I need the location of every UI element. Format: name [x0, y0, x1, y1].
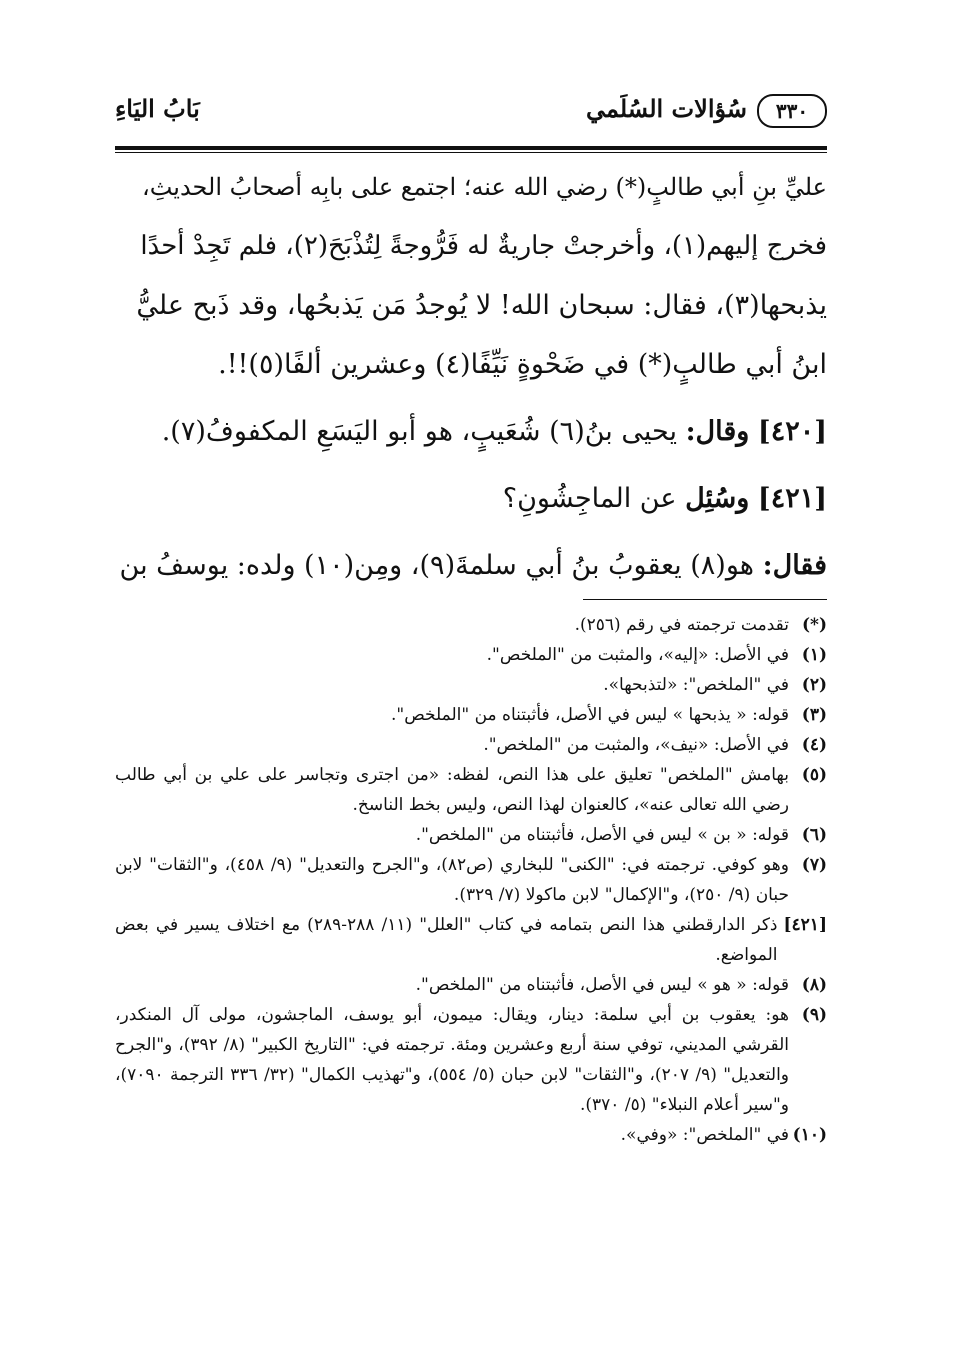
- answer-keyword: فقال:: [762, 550, 827, 581]
- entry-keyword: وقال:: [685, 416, 750, 447]
- footnote: [115, 820, 827, 850]
- footnote: [115, 970, 827, 1000]
- text-line: عليِّ بنِ أبي طالبٍ(*) رضي الله عنه؛ اجتمع على بابِه أصحابُ الحديثِ،: [141, 173, 827, 201]
- footnote-text: في "الملخص": «وفي».: [620, 1125, 789, 1145]
- page-header: [115, 88, 827, 132]
- entry-text: عن الماجِشُونِ؟: [502, 483, 677, 514]
- footnotes: [115, 610, 827, 1150]
- footnote: [115, 1000, 827, 1120]
- page-number: ٣٣٠: [757, 94, 827, 128]
- footnote-separator: [583, 599, 827, 600]
- footnote-mark: (١): [801, 645, 827, 665]
- footnote-text: هو: يعقوب بن أبي سلمة: دينار، ويقال: ميمون، أبو يوسف، الماجشون، مولى آل المنكدر، القرشي المديني، توفي سنة أربع وعشرين ومئة. ترجمته في: "التاريخ الكبير" (٨/ ٣٩٢)، و"الجرح والتعديل" (٩/ ٢٠٧)، و"الثقات" لابن حبان (٥/ ٥٥٤)، و"تهذيب الكمال" (٣٢/ ٣٣٦ الترجمة ٧٠٩٠)، و"سير أعلام النبلاء" (٥/ ٣٧٠).: [115, 1005, 790, 1115]
- entry-420: [115, 402, 827, 461]
- entry-421: [115, 469, 827, 528]
- footnote: [115, 760, 827, 820]
- text-line: ابنُ أبي طالبٍ(*) في ضَحْوةٍ نَيِّفًا(٤) وعشرين ألفًا(٥)!!.: [218, 349, 827, 380]
- footnote: [115, 700, 827, 730]
- entry-number: [٤٢١]: [757, 483, 827, 514]
- answer-line: [115, 536, 827, 595]
- entry-keyword: وسُئِل: [685, 483, 750, 514]
- footnote: [115, 670, 827, 700]
- footnote-text: وهو كوفي. ترجمته في: "الكنى" للبخاري (ص٨٢)، و"الجرح والتعديل" (٩/ ٤٥٨)، و"الثقات" لابن حبان (٩/ ٢٥٠)، و"الإكمال" لابن ماكولا (٧/ ٣٢٩).: [115, 855, 789, 905]
- footnote-text: في "الملخص": «لتذبحها».: [603, 675, 789, 695]
- entry-number: [٤٢٠]: [757, 416, 827, 447]
- footnote-mark: [٤٢١]: [783, 915, 827, 935]
- footnote: [115, 610, 827, 640]
- entry-text: يحيى بنُ(٦) شُعَيبٍ، هو أبو اليَسَعِ المكفوفُ(٧).: [161, 416, 677, 447]
- footnote-text: قوله: « بن » ليس في الأصل، فأثبتناه من "الملخص".: [415, 825, 789, 845]
- footnote-mark: (٨): [801, 975, 827, 995]
- footnote-text: قوله: « هو » ليس في الأصل، فأثبتناه من "الملخص".: [415, 975, 789, 995]
- footnote-text: بهامش "الملخص" تعليق على هذا النص، لفظه: «من اجترى وتجاسر على علي بن أبي طالب رضي الله تعالى عنه»، كالعنوان لهذا النص، وليس بخط الناسخ.: [115, 765, 789, 815]
- chapter-title: بَابُ اليَاءِ: [115, 94, 200, 123]
- footnote-text: في الأصل: «إليه»، والمثبت من "الملخص".: [486, 645, 789, 665]
- footnote-mark: (٤): [801, 735, 827, 755]
- footnote: [115, 730, 827, 760]
- footnote-text: قوله: « يذبحها » ليس في الأصل، فأثبتناه من "الملخص".: [391, 705, 789, 725]
- footnote-mark: (٢): [801, 675, 827, 695]
- footnote-text: تقدمت ترجمته في رقم (٢٥٦).: [574, 615, 789, 635]
- answer-text: هو(٨) يعقوبُ بنُ أبي سلمةَ(٩)، ومِن(١٠) ولده: يوسفُ بن: [119, 550, 755, 581]
- text-line: فخرج إليهم(١)، وأخرجتْ جاريةٌ له فَرُّوجةً لِتُذْبَحَ(٢)، فلم تَجِدْ أحدًا: [140, 231, 827, 261]
- footnote-text: ذكر الدارقطني هذا النص بتمامه في كتاب "العلل" (١١/ ٢٨٨-٢٨٩) مع اختلاف يسير في بعض المواضع.: [115, 915, 778, 965]
- footnote-mark: (٧): [801, 855, 827, 875]
- footnote: [115, 850, 827, 910]
- book-title: سُؤالات السُلَمي: [585, 94, 747, 123]
- footnote: [115, 640, 827, 670]
- footnote-text: في الأصل: «نيف»، والمثبت من "الملخص".: [483, 735, 789, 755]
- footnote-mark: (*): [802, 615, 827, 635]
- header-rule-thin: [115, 152, 827, 153]
- footnote-mark: (١٠): [792, 1125, 827, 1145]
- footnote-mark: (٣): [801, 705, 827, 725]
- footnote-mark: (٩): [801, 1005, 827, 1025]
- header-rule: [115, 146, 827, 150]
- footnote-mark: (٥): [801, 765, 827, 785]
- footnote: [115, 910, 827, 970]
- footnote: [115, 1120, 827, 1150]
- footnote-mark: (٦): [801, 825, 827, 845]
- text-line: يذبحها(٣)، فقال: سبحان الله! لا يُوجدُ مَن يَذبحُها، وقد ذَبح عليُّ: [136, 290, 827, 321]
- main-text: [115, 158, 827, 595]
